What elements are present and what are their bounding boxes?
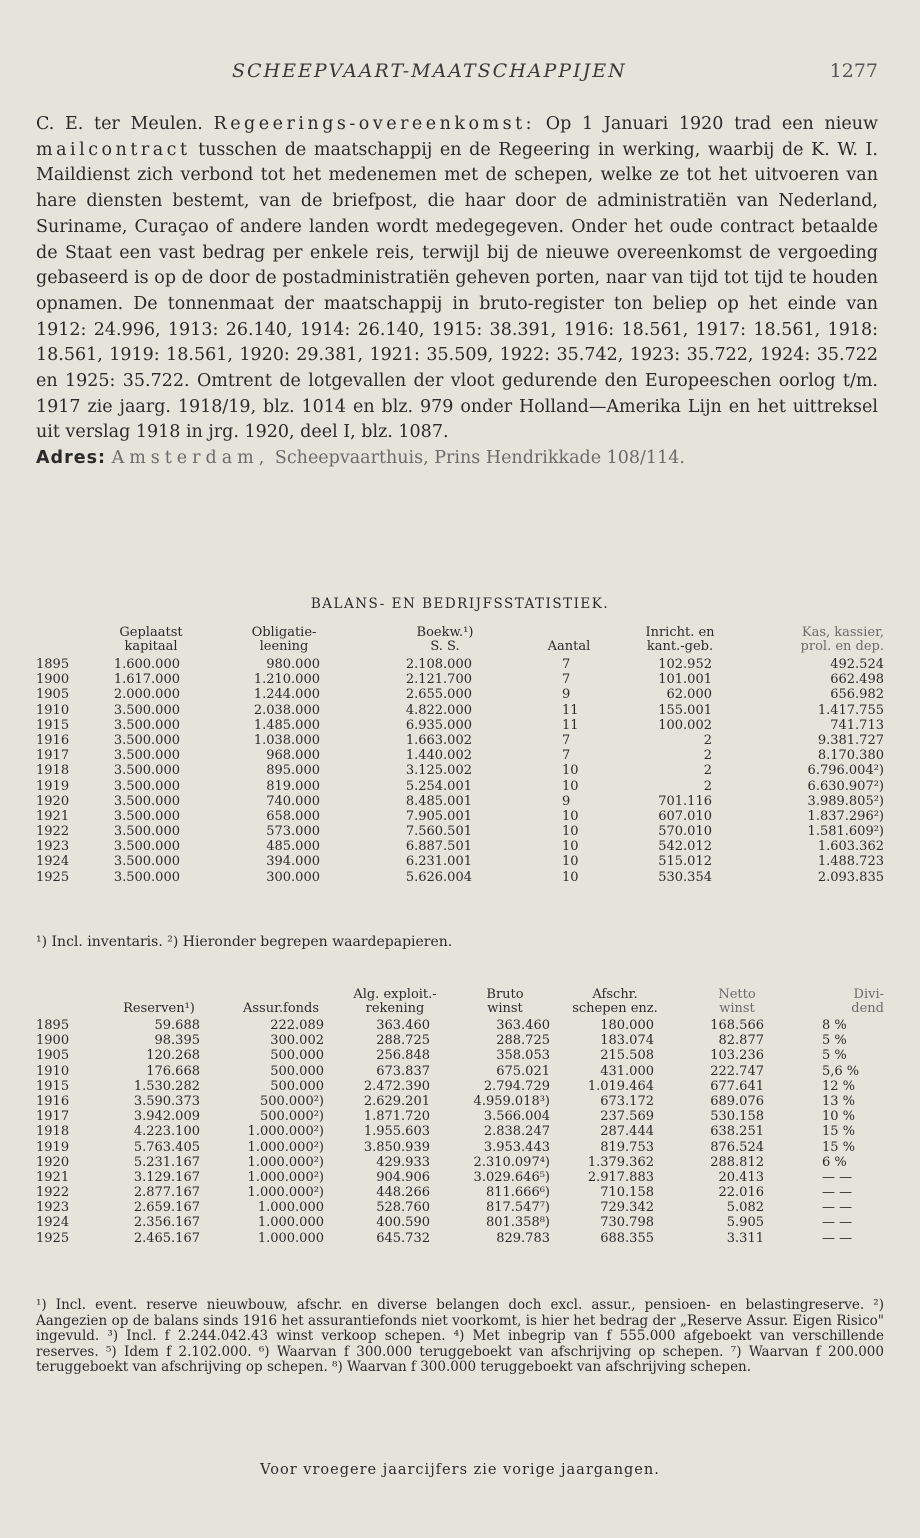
table-cell: 968.000 <box>266 748 320 764</box>
table-cell: 829.783 <box>496 1230 550 1246</box>
table-cell: 3.500.000 <box>113 732 180 748</box>
table-cell: 2.838.247 <box>483 1124 550 1140</box>
table-cell: 1.000.000 <box>257 1200 324 1216</box>
table-cell: 1.019.464 <box>587 1078 654 1094</box>
table-cell: 10 <box>562 839 579 855</box>
table-cell: 287.444 <box>600 1124 654 1140</box>
table-cell: 3.500.000 <box>113 717 180 733</box>
table-cell: 638.251 <box>710 1124 764 1140</box>
table-cell: 500.000²) <box>259 1109 324 1125</box>
year-column <box>36 1018 86 1246</box>
table-cell: 2.794.729 <box>483 1078 550 1094</box>
table-cell: 6.887.501 <box>405 839 472 855</box>
table-cell-year: 1922 <box>36 824 70 840</box>
inricht-column <box>620 657 712 885</box>
table-cell-year: 1895 <box>36 657 70 672</box>
table-cell: 492.524 <box>830 657 884 672</box>
table-cell: 5 % <box>822 1048 847 1064</box>
spaced-term: mailcontract <box>36 139 191 160</box>
table-cell-year: 1895 <box>36 1018 70 1033</box>
table-cell: 6 % <box>822 1154 847 1170</box>
table-cell: 5.626.004 <box>405 869 472 885</box>
table-cell: 1.871.720 <box>363 1109 430 1125</box>
table-cell: 215.508 <box>600 1048 654 1064</box>
table-cell: 10 <box>562 763 579 779</box>
table-cell: 10 <box>562 869 579 885</box>
table-cell: 2.877.167 <box>133 1185 200 1201</box>
table-cell: 10 <box>562 824 579 840</box>
table-cell: 1.000.000²) <box>247 1169 324 1185</box>
table-cell-year: 1919 <box>36 1139 70 1155</box>
table-cell: 2.310.097⁴) <box>473 1154 550 1170</box>
table-cell: 895.000 <box>266 763 320 779</box>
table-cell: 9.381.727 <box>817 732 884 748</box>
table-cell: 222.747 <box>710 1063 764 1079</box>
table-cell: 3.500.000 <box>113 702 180 718</box>
table-cell: 10 <box>562 854 579 870</box>
table-cell-year: 1921 <box>36 1169 70 1185</box>
table-cell: 22.016 <box>718 1185 764 1201</box>
table-cell: 530.354 <box>658 869 712 885</box>
table-cell: 730.798 <box>600 1215 654 1231</box>
table-cell: 3.500.000 <box>113 778 180 794</box>
table-cell: 1.000.000²) <box>247 1185 324 1201</box>
table-cell-year: 1918 <box>36 1124 70 1140</box>
table-cell: 358.053 <box>496 1048 550 1064</box>
afschr-column <box>570 1018 654 1246</box>
table-cell: 2.093.835 <box>817 869 884 885</box>
table-cell: 645.732 <box>376 1230 430 1246</box>
page-number: 1277 <box>829 60 878 82</box>
table-cell: 8.170.380 <box>817 748 884 764</box>
table-cell: 3.500.000 <box>113 808 180 824</box>
table-cell: 429.933 <box>376 1154 430 1170</box>
table-title: BALANS- EN BEDRIJFSSTATISTIEK. <box>310 596 610 612</box>
table-cell-year: 1924 <box>36 1215 70 1231</box>
table-cell: 5.082 <box>726 1200 764 1216</box>
table-cell: 528.760 <box>376 1200 430 1216</box>
table-cell-year: 1910 <box>36 1063 70 1079</box>
table-cell-year: 1915 <box>36 1078 70 1094</box>
table-cell: 688.355 <box>600 1230 654 1246</box>
table-cell: 11 <box>562 702 579 718</box>
table-cell: 677.641 <box>710 1078 764 1094</box>
table-cell: 515.012 <box>658 854 712 870</box>
table-cell: 180.000 <box>600 1018 654 1033</box>
table-cell: 3.029.646⁵) <box>473 1169 550 1185</box>
closing-note: Voor vroegere jaarcijfers zie vorige jaargangen. <box>260 1462 660 1478</box>
assur-column <box>224 1018 324 1246</box>
table-cell: 120.268 <box>146 1048 200 1064</box>
obligatie-column <box>220 657 320 885</box>
table-cell: 100.002 <box>658 717 712 733</box>
table-cell: — — <box>822 1230 853 1246</box>
table-cell: 4.223.100 <box>133 1124 200 1140</box>
table-cell: 500.000 <box>270 1048 324 1064</box>
table-cell: 20.413 <box>718 1169 764 1185</box>
table-cell-year: 1916 <box>36 1093 70 1109</box>
table-cell: 485.000 <box>266 839 320 855</box>
page-header <box>0 58 920 88</box>
table-cell: 658.000 <box>266 808 320 824</box>
table-cell: 1.417.755 <box>817 702 884 718</box>
table-cell: 1.000.000²) <box>247 1154 324 1170</box>
table-cell-year: 1900 <box>36 672 70 688</box>
table-cell: 5.254.001 <box>405 778 472 794</box>
table-cell-year: 1918 <box>36 763 70 779</box>
reserven-column <box>100 1018 200 1246</box>
table-cell: 6.231.001 <box>405 854 472 870</box>
table-cell: 2.629.201 <box>363 1093 430 1109</box>
table-cell: 2 <box>703 778 712 794</box>
table-cell-year: 1910 <box>36 702 70 718</box>
table-cell: 7.905.001 <box>405 808 472 824</box>
table-cell: 1.440.002 <box>405 748 472 764</box>
table-cell: 183.074 <box>600 1033 654 1049</box>
col-header-dividend: Divi- dend <box>851 987 884 1016</box>
text-segment: tusschen de maatschappij en de Regeering in werking, waarbij de K. W. I. Maildienst zich verbond tot het medenemen met de schepen, welke ze tot het uitvoeren van hare diensten bestemt, van de briefpost, die haar door de administratiën van Nederland, Suriname, Curaçao of andere landen wordt medegegeven. Onder het oude contract betaalde de Staat een vast bedrag per enkele reis, terwijl bij de nieuwe overeenkomst de vergoeding gebaseerd is op de door de postadministratiën geheven porten, naar van tijd tot tijd te houden opnamen. De tonnenmaat der maatschappij in bruto-register ton beliep op het einde van 1912: 24.996, 1913: 26.140, 1914: 26.140, 1915: 38.391, 1916: 18.561, 1917: 18.561, 1918: 18.561, 1919: 18.561, 1920: 29.381, 1921: 35.509, 1922: 35.742, 1923: 35.722, 1924: 35.722 en 1925: 35.722. Omtrent de lotgevallen der vloot gedurende den Europeeschen oorlog t/m. 1917 zie jaarg. 1918/19, blz. 1014 en blz. 979 onder Holland—Amerika Lijn en het uittreksel uit verslag 1918 in jrg. 1920, deel I, blz. 1087. <box>36 139 878 443</box>
bruto-column <box>440 1018 550 1246</box>
table-cell-year: 1923 <box>36 839 70 855</box>
table-cell-year: 1917 <box>36 748 70 764</box>
table-cell: 1.000.000 <box>257 1230 324 1246</box>
table-cell: 570.010 <box>658 824 712 840</box>
table-cell: 12 % <box>822 1078 856 1094</box>
table-cell: 5 % <box>822 1033 847 1049</box>
table-cell: 4.822.000 <box>405 702 472 718</box>
table-cell: 59.688 <box>154 1018 200 1033</box>
table-cell: 3.500.000 <box>113 854 180 870</box>
table-cell-year: 1915 <box>36 717 70 733</box>
table-cell-year: 1925 <box>36 1230 70 1246</box>
table-cell: 288.812 <box>710 1154 764 1170</box>
table-cell: 15 % <box>822 1124 856 1140</box>
table-cell: 673.837 <box>376 1063 430 1079</box>
table-cell: 2 <box>703 732 712 748</box>
description-paragraph <box>36 112 878 446</box>
col-header-inricht: Inricht. en kant.-geb. <box>645 625 715 654</box>
table-cell: 3.500.000 <box>113 748 180 764</box>
table-cell: 801.358⁸) <box>485 1215 550 1231</box>
table-cell-year: 1925 <box>36 869 70 885</box>
table-cell: 542.012 <box>658 839 712 855</box>
table-cell: 98.395 <box>154 1033 200 1049</box>
spaced-term: Regeerings-overeenkomst: <box>213 114 536 134</box>
table-cell: 176.668 <box>146 1063 200 1079</box>
col-header-reserven: Reserven¹) <box>123 1001 195 1016</box>
table-cell: 1.000.000²) <box>247 1139 324 1155</box>
table-cell: 1.000.000²) <box>247 1124 324 1140</box>
table-cell: 288.725 <box>376 1033 430 1049</box>
table-cell: 2.659.167 <box>133 1200 200 1216</box>
col-header-aantal: Aantal <box>547 639 591 654</box>
kapitaal-column <box>90 657 180 885</box>
table-cell: 1.210.000 <box>253 672 320 688</box>
table-cell: 3.500.000 <box>113 869 180 885</box>
table-cell-year: 1919 <box>36 778 70 794</box>
table-cell: 5.231.167 <box>133 1154 200 1170</box>
table-cell: 6.796.004²) <box>807 763 884 779</box>
table-cell: 3.989.805²) <box>807 793 884 809</box>
table-cell: 1.603.362 <box>817 839 884 855</box>
table-cell: 662.498 <box>830 672 884 688</box>
table-cell: 101.001 <box>658 672 712 688</box>
table-cell: 656.982 <box>830 687 884 703</box>
table-cell: — — <box>822 1200 853 1216</box>
table-cell-year: 1922 <box>36 1185 70 1201</box>
table-cell: 11 <box>562 717 579 733</box>
table-cell: 817.547⁷) <box>485 1200 550 1216</box>
text-segment: C. E. ter Meulen. <box>36 114 214 134</box>
table-cell: 7 <box>562 657 571 672</box>
table-cell-year: 1916 <box>36 732 70 748</box>
year-column <box>36 657 86 885</box>
table-cell: 288.725 <box>496 1033 550 1049</box>
table-cell-year: 1921 <box>36 808 70 824</box>
table-cell: 2.917.883 <box>587 1169 654 1185</box>
boekw-column <box>380 657 472 885</box>
table-cell: 3.129.167 <box>133 1169 200 1185</box>
table-cell: 1.663.002 <box>405 732 472 748</box>
table-cell: 256.848 <box>376 1048 430 1064</box>
table-cell: 819.000 <box>266 778 320 794</box>
table-cell: 530.158 <box>710 1109 764 1125</box>
table-cell: 500.000 <box>270 1078 324 1094</box>
table-cell: 1.244.000 <box>253 687 320 703</box>
table-cell: 2.655.000 <box>405 687 472 703</box>
table-cell: 3.500.000 <box>113 839 180 855</box>
table-cell-year: 1905 <box>36 687 70 703</box>
table-cell: 7.560.501 <box>405 824 472 840</box>
table-cell: 1.581.609²) <box>807 824 884 840</box>
table-cell: 10 <box>562 808 579 824</box>
table-cell: 3.953.443 <box>483 1139 550 1155</box>
table-cell: 2 <box>703 748 712 764</box>
table-cell: 1.600.000 <box>113 657 180 672</box>
table2-footnotes: ¹) Incl. event. reserve nieuwbouw, afschr. en diverse belangen doch excl. assur., pensioen- en belastingreserve. ²) Aangezien op de balans sinds 1916 het assurantiefonds niet voorkomt, is hier het bedrag der „Reserve Assur. Eigen Risico" ingevuld. ³) Incl. f 2.244.042.43 winst verkoop schepen. ⁴) Met inbegrip van f 555.000 afgeboekt van verschillende reserves. ⁵) Idem f 2.102.000. ⁶) Waarvan f 300.000 teruggeboekt van afschrijving op schepen. ⁷) Waarvan f 200.000 teruggeboekt van afschrijving op schepen. ⁸) Waarvan f 300.000 teruggeboekt van afschrijving schepen. <box>36 1297 884 1376</box>
col-header-netto: Netto winst <box>718 987 756 1016</box>
table-cell: 363.460 <box>376 1018 430 1033</box>
table-cell: 710.158 <box>600 1185 654 1201</box>
table-cell: 155.001 <box>658 702 712 718</box>
address-line <box>36 446 878 472</box>
table-cell: 3.311 <box>726 1230 764 1246</box>
table-cell: 675.021 <box>496 1063 550 1079</box>
table-cell: 4.959.018³) <box>473 1093 550 1109</box>
table-cell: 7 <box>562 732 571 748</box>
aantal-column <box>562 657 602 885</box>
table-cell: 3.125.002 <box>405 763 472 779</box>
table-cell: 13 % <box>822 1093 856 1109</box>
table-cell: 1.955.603 <box>363 1124 430 1140</box>
col-header-assur: Assur.fonds <box>242 1001 320 1016</box>
table-cell: 1.488.723 <box>817 854 884 870</box>
netto-column <box>680 1018 764 1246</box>
table-cell: 431.000 <box>600 1063 654 1079</box>
table-cell: 7 <box>562 672 571 688</box>
table-cell: 394.000 <box>266 854 320 870</box>
table-cell: 2.472.390 <box>363 1078 430 1094</box>
table-cell: 573.000 <box>266 824 320 840</box>
table-cell-year: 1920 <box>36 793 70 809</box>
table1-footnote: ¹) Incl. inventaris. ²) Hieronder begrepen waardepapieren. <box>36 934 453 950</box>
table-cell: — — <box>822 1185 853 1201</box>
table-cell: 222.089 <box>270 1018 324 1033</box>
table-cell: — — <box>822 1169 853 1185</box>
text-segment: Op 1 Januari 1920 trad een nieuw <box>535 114 878 134</box>
table-cell-year: 1920 <box>36 1154 70 1170</box>
running-title: SCHEEPVAART-MAATSCHAPPIJEN <box>232 60 627 82</box>
table-cell: 2 <box>703 763 712 779</box>
table-cell: 8 % <box>822 1018 847 1033</box>
table-cell: 168.566 <box>710 1018 764 1033</box>
company-description <box>36 112 878 472</box>
table-cell: 3.942.009 <box>133 1109 200 1125</box>
table-cell: 1.837.296²) <box>807 808 884 824</box>
table-cell-year: 1905 <box>36 1048 70 1064</box>
table-cell: 3.500.000 <box>113 793 180 809</box>
table-cell: 1.038.000 <box>253 732 320 748</box>
dividend-column <box>822 1018 884 1246</box>
table-cell: 9 <box>562 687 571 703</box>
table-cell: 2.108.000 <box>405 657 472 672</box>
table-cell: 1.530.282 <box>133 1078 200 1094</box>
table-cell: 300.000 <box>266 869 320 885</box>
table-cell: 3.566.004 <box>483 1109 550 1125</box>
table-cell: 363.460 <box>496 1018 550 1033</box>
table-cell: 448.266 <box>376 1185 430 1201</box>
table-cell: 15 % <box>822 1139 856 1155</box>
table-cell: 740.000 <box>266 793 320 809</box>
table-cell-year: 1900 <box>36 1033 70 1049</box>
table-cell: 701.116 <box>658 793 712 809</box>
table-cell: 400.590 <box>376 1215 430 1231</box>
table-cell: 62.000 <box>666 687 712 703</box>
table-cell: 1.485.000 <box>253 717 320 733</box>
table-cell: 82.877 <box>718 1033 764 1049</box>
table-cell: 2.356.167 <box>133 1215 200 1231</box>
table-cell: 102.952 <box>658 657 712 672</box>
table-cell: 500.000 <box>270 1063 324 1079</box>
table-cell: 819.753 <box>600 1139 654 1155</box>
table-cell: 741.713 <box>830 717 884 733</box>
table-cell: 3.590.373 <box>133 1093 200 1109</box>
table-cell: 729.342 <box>600 1200 654 1216</box>
table-cell: 6.935.000 <box>405 717 472 733</box>
address-city: Amsterdam, <box>111 448 270 469</box>
table-cell: 103.236 <box>710 1048 764 1064</box>
table-cell: 1.000.000 <box>257 1215 324 1231</box>
table-cell: 10 % <box>822 1109 856 1125</box>
alg-column <box>340 1018 430 1246</box>
table-cell: 5.763.405 <box>133 1139 200 1155</box>
table-cell: 10 <box>562 778 579 794</box>
col-header-kas: Kas, kassier, prol. en dep. <box>800 625 884 654</box>
address-label: Adres: <box>36 448 106 469</box>
col-header-boekw: Boekw.¹) S. S. <box>416 625 474 654</box>
table-cell: 9 <box>562 793 571 809</box>
table-cell: 500.000²) <box>259 1093 324 1109</box>
table-cell: 6.630.907²) <box>807 778 884 794</box>
table-cell: 2.121.700 <box>405 672 472 688</box>
col-header-bruto: Bruto winst <box>486 987 524 1016</box>
table-cell: 673.172 <box>600 1093 654 1109</box>
table-cell: 2.465.167 <box>133 1230 200 1246</box>
table-cell: 3.500.000 <box>113 763 180 779</box>
table-cell: 5,6 % <box>822 1063 860 1079</box>
table-cell: 7 <box>562 748 571 764</box>
table-cell: 2.038.000 <box>253 702 320 718</box>
table-cell: 1.379.362 <box>587 1154 654 1170</box>
table-cell: 5.905 <box>726 1215 764 1231</box>
table-cell: 237.569 <box>600 1109 654 1125</box>
table-cell: 904.906 <box>376 1169 430 1185</box>
address-rest: Scheepvaarthuis, Prins Hendrikkade 108/114. <box>269 448 685 469</box>
table-cell: — — <box>822 1215 853 1231</box>
table-cell: 980.000 <box>266 657 320 672</box>
col-header-alg: Alg. exploit.- rekening <box>353 987 437 1016</box>
col-header-kapitaal: Geplaatst kapitaal <box>119 625 183 654</box>
table-cell: 2.000.000 <box>113 687 180 703</box>
table-cell: 607.010 <box>658 808 712 824</box>
table-cell: 3.500.000 <box>113 824 180 840</box>
table-cell: 300.002 <box>270 1033 324 1049</box>
table-cell: 811.666⁶) <box>485 1185 550 1201</box>
table-cell: 8.485.001 <box>405 793 472 809</box>
col-header-obligatie: Obligatie- leening <box>251 625 317 654</box>
table-cell-year: 1917 <box>36 1109 70 1125</box>
kas-column <box>760 657 884 885</box>
table-cell: 876.524 <box>710 1139 764 1155</box>
table-cell: 689.076 <box>710 1093 764 1109</box>
table-cell-year: 1923 <box>36 1200 70 1216</box>
col-header-afschr: Afschr. schepen enz. <box>572 987 658 1016</box>
table-cell-year: 1924 <box>36 854 70 870</box>
table-cell: 1.617.000 <box>113 672 180 688</box>
table-cell: 3.850.939 <box>363 1139 430 1155</box>
